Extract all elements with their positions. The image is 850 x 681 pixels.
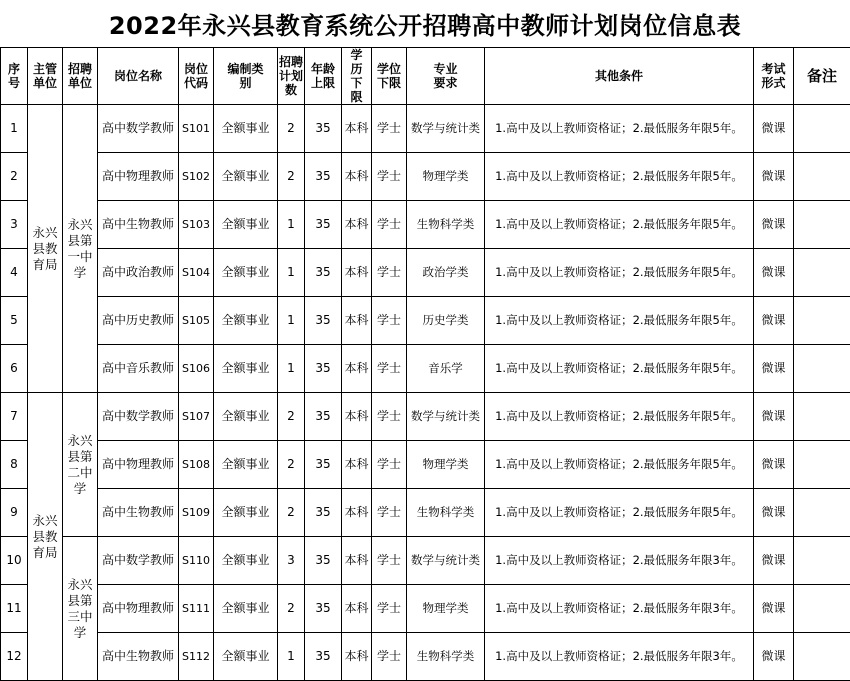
- cell-plan: 2: [278, 441, 305, 489]
- cell-exam: 微课: [754, 153, 794, 201]
- cell-age: 35: [305, 441, 342, 489]
- cell-exam: 微课: [754, 345, 794, 393]
- header-plan: 招聘计划数: [278, 48, 305, 105]
- cell-post: 高中历史教师: [98, 297, 179, 345]
- cell-other: 1.高中及以上教师资格证；2.最低服务年限5年。: [485, 489, 754, 537]
- cell-seq: 9: [1, 489, 28, 537]
- cell-post: 高中物理教师: [98, 585, 179, 633]
- cell-staffing: 全额事业: [214, 153, 278, 201]
- cell-major: 音乐学: [407, 345, 485, 393]
- header-degree: 学位下限: [372, 48, 407, 105]
- cell-code: S102: [179, 153, 214, 201]
- table-row: [1, 201, 850, 249]
- cell-plan: 2: [278, 153, 305, 201]
- cell-code: S108: [179, 441, 214, 489]
- cell-age: 35: [305, 633, 342, 681]
- cell-major: 生物科学类: [407, 489, 485, 537]
- cell-plan: 1: [278, 297, 305, 345]
- cell-edu: 本科: [342, 249, 372, 297]
- cell-major: 物理学类: [407, 585, 485, 633]
- cell-major: 数学与统计类: [407, 537, 485, 585]
- cell-degree: 学士: [372, 105, 407, 153]
- cell-remark: [794, 105, 850, 153]
- cell-post: 高中生物教师: [98, 489, 179, 537]
- header-exam: 考试形式: [754, 48, 794, 105]
- cell-staffing: 全额事业: [214, 489, 278, 537]
- cell-major: 生物科学类: [407, 201, 485, 249]
- cell-edu: 本科: [342, 201, 372, 249]
- cell-post: 高中生物教师: [98, 201, 179, 249]
- cell-age: 35: [305, 249, 342, 297]
- cell-major: 数学与统计类: [407, 105, 485, 153]
- cell-seq: 2: [1, 153, 28, 201]
- cell-staffing: 全额事业: [214, 297, 278, 345]
- cell-code: S103: [179, 201, 214, 249]
- cell-exam: 微课: [754, 441, 794, 489]
- cell-degree: 学士: [372, 393, 407, 441]
- cell-plan: 1: [278, 345, 305, 393]
- cell-edu: 本科: [342, 345, 372, 393]
- cell-major: 历史学类: [407, 297, 485, 345]
- cell-plan: 1: [278, 633, 305, 681]
- cell-degree: 学士: [372, 489, 407, 537]
- header-unit: 招聘单位: [63, 48, 98, 105]
- cell-seq: 8: [1, 441, 28, 489]
- cell-seq: 1: [1, 105, 28, 153]
- cell-plan: 2: [278, 105, 305, 153]
- cell-code: S105: [179, 297, 214, 345]
- cell-dept: 永兴县教育局: [28, 393, 63, 681]
- cell-major: 物理学类: [407, 153, 485, 201]
- cell-unit: 永兴县第二中学: [63, 393, 98, 537]
- cell-edu: 本科: [342, 633, 372, 681]
- cell-edu: 本科: [342, 105, 372, 153]
- header-staffing: 编制类别: [214, 48, 278, 105]
- cell-remark: [794, 633, 850, 681]
- cell-exam: 微课: [754, 249, 794, 297]
- cell-other: 1.高中及以上教师资格证；2.最低服务年限5年。: [485, 297, 754, 345]
- cell-remark: [794, 153, 850, 201]
- cell-remark: [794, 537, 850, 585]
- cell-degree: 学士: [372, 249, 407, 297]
- cell-age: 35: [305, 537, 342, 585]
- cell-edu: 本科: [342, 537, 372, 585]
- cell-post: 高中数学教师: [98, 393, 179, 441]
- cell-degree: 学士: [372, 153, 407, 201]
- cell-remark: [794, 585, 850, 633]
- sheet-title: 2022年永兴县教育系统公开招聘高中教师计划岗位信息表: [0, 0, 850, 47]
- cell-age: 35: [305, 297, 342, 345]
- cell-code: S106: [179, 345, 214, 393]
- cell-other: 1.高中及以上教师资格证；2.最低服务年限5年。: [485, 393, 754, 441]
- cell-remark: [794, 345, 850, 393]
- cell-seq: 10: [1, 537, 28, 585]
- cell-edu: 本科: [342, 585, 372, 633]
- table-row: [1, 105, 850, 153]
- cell-degree: 学士: [372, 585, 407, 633]
- cell-staffing: 全额事业: [214, 345, 278, 393]
- cell-plan: 1: [278, 201, 305, 249]
- header-edu: 学历下限: [342, 48, 372, 105]
- cell-staffing: 全额事业: [214, 105, 278, 153]
- cell-plan: 2: [278, 585, 305, 633]
- cell-other: 1.高中及以上教师资格证；2.最低服务年限3年。: [485, 585, 754, 633]
- table-row: [1, 633, 850, 681]
- cell-post: 高中数学教师: [98, 537, 179, 585]
- cell-edu: 本科: [342, 153, 372, 201]
- cell-seq: 5: [1, 297, 28, 345]
- header-other: 其他条件: [485, 48, 754, 105]
- cell-dept: 永兴县教育局: [28, 105, 63, 393]
- cell-post: 高中政治教师: [98, 249, 179, 297]
- cell-staffing: 全额事业: [214, 633, 278, 681]
- cell-post: 高中生物教师: [98, 633, 179, 681]
- cell-degree: 学士: [372, 345, 407, 393]
- cell-remark: [794, 201, 850, 249]
- cell-other: 1.高中及以上教师资格证；2.最低服务年限5年。: [485, 249, 754, 297]
- cell-age: 35: [305, 153, 342, 201]
- cell-other: 1.高中及以上教师资格证；2.最低服务年限3年。: [485, 537, 754, 585]
- cell-remark: [794, 489, 850, 537]
- table-row: [1, 297, 850, 345]
- cell-exam: 微课: [754, 585, 794, 633]
- cell-degree: 学士: [372, 537, 407, 585]
- cell-age: 35: [305, 201, 342, 249]
- cell-plan: 2: [278, 393, 305, 441]
- cell-remark: [794, 441, 850, 489]
- cell-code: S109: [179, 489, 214, 537]
- cell-other: 1.高中及以上教师资格证；2.最低服务年限5年。: [485, 441, 754, 489]
- table-row: [1, 345, 850, 393]
- cell-staffing: 全额事业: [214, 201, 278, 249]
- cell-age: 35: [305, 105, 342, 153]
- cell-code: S111: [179, 585, 214, 633]
- cell-code: S110: [179, 537, 214, 585]
- table-row: [1, 441, 850, 489]
- cell-staffing: 全额事业: [214, 441, 278, 489]
- cell-major: 数学与统计类: [407, 393, 485, 441]
- cell-staffing: 全额事业: [214, 585, 278, 633]
- cell-code: S101: [179, 105, 214, 153]
- cell-edu: 本科: [342, 297, 372, 345]
- table-row: [1, 585, 850, 633]
- header-seq: 序号: [1, 48, 28, 105]
- cell-other: 1.高中及以上教师资格证；2.最低服务年限5年。: [485, 153, 754, 201]
- cell-major: 物理学类: [407, 441, 485, 489]
- table-row: [1, 537, 850, 585]
- cell-age: 35: [305, 489, 342, 537]
- cell-seq: 4: [1, 249, 28, 297]
- cell-post: 高中物理教师: [98, 441, 179, 489]
- table-row: [1, 153, 850, 201]
- positions-table: [0, 47, 850, 681]
- cell-exam: 微课: [754, 633, 794, 681]
- cell-seq: 12: [1, 633, 28, 681]
- header-major: 专业要求: [407, 48, 485, 105]
- cell-exam: 微课: [754, 489, 794, 537]
- cell-exam: 微课: [754, 537, 794, 585]
- cell-edu: 本科: [342, 441, 372, 489]
- cell-other: 1.高中及以上教师资格证；2.最低服务年限5年。: [485, 105, 754, 153]
- cell-other: 1.高中及以上教师资格证；2.最低服务年限5年。: [485, 345, 754, 393]
- cell-seq: 7: [1, 393, 28, 441]
- header-remark: 备注: [794, 48, 850, 105]
- cell-remark: [794, 393, 850, 441]
- header-code: 岗位代码: [179, 48, 214, 105]
- cell-code: S107: [179, 393, 214, 441]
- cell-other: 1.高中及以上教师资格证；2.最低服务年限5年。: [485, 201, 754, 249]
- cell-edu: 本科: [342, 393, 372, 441]
- cell-major: 政治学类: [407, 249, 485, 297]
- cell-edu: 本科: [342, 489, 372, 537]
- cell-post: 高中音乐教师: [98, 345, 179, 393]
- header-row: [1, 48, 850, 105]
- cell-degree: 学士: [372, 297, 407, 345]
- table-row: [1, 393, 850, 441]
- cell-seq: 11: [1, 585, 28, 633]
- cell-staffing: 全额事业: [214, 249, 278, 297]
- table-row: [1, 249, 850, 297]
- cell-code: S104: [179, 249, 214, 297]
- cell-staffing: 全额事业: [214, 537, 278, 585]
- cell-age: 35: [305, 345, 342, 393]
- cell-other: 1.高中及以上教师资格证；2.最低服务年限3年。: [485, 633, 754, 681]
- cell-degree: 学士: [372, 441, 407, 489]
- cell-unit: 永兴县第一中学: [63, 105, 98, 393]
- cell-plan: 1: [278, 249, 305, 297]
- cell-plan: 3: [278, 537, 305, 585]
- cell-post: 高中数学教师: [98, 105, 179, 153]
- cell-exam: 微课: [754, 393, 794, 441]
- cell-remark: [794, 297, 850, 345]
- cell-major: 生物科学类: [407, 633, 485, 681]
- cell-age: 35: [305, 585, 342, 633]
- cell-age: 35: [305, 393, 342, 441]
- cell-post: 高中物理教师: [98, 153, 179, 201]
- table-row: [1, 489, 850, 537]
- cell-seq: 6: [1, 345, 28, 393]
- cell-unit: 永兴县第三中学: [63, 537, 98, 681]
- header-dept: 主管单位: [28, 48, 63, 105]
- cell-plan: 2: [278, 489, 305, 537]
- cell-degree: 学士: [372, 633, 407, 681]
- cell-staffing: 全额事业: [214, 393, 278, 441]
- header-age: 年龄上限: [305, 48, 342, 105]
- cell-code: S112: [179, 633, 214, 681]
- cell-exam: 微课: [754, 105, 794, 153]
- cell-degree: 学士: [372, 201, 407, 249]
- cell-exam: 微课: [754, 201, 794, 249]
- cell-seq: 3: [1, 201, 28, 249]
- header-post: 岗位名称: [98, 48, 179, 105]
- cell-exam: 微课: [754, 297, 794, 345]
- cell-remark: [794, 249, 850, 297]
